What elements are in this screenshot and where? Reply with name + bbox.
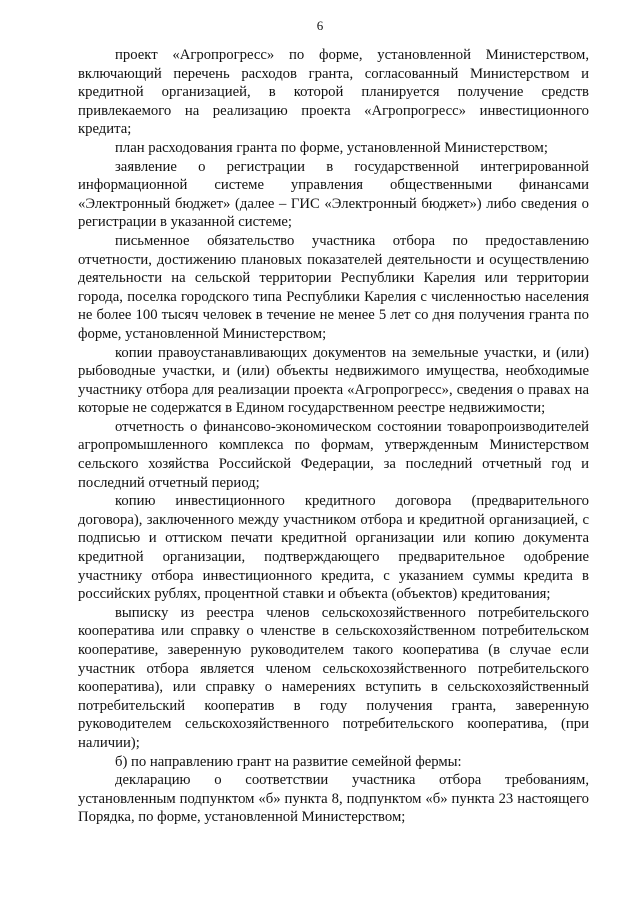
paragraph-project-agroprogress: проект «Агропрогресс» по форме, установленной Министерством, включающий перечень расходов гранта, согласованный Министерством и кредитной организацией, в которой планируется получение средств привлекаемого на реализацию проекта «Агропрогресс» инвестиционного кредита;	[78, 47, 589, 138]
document-body	[78, 46, 589, 827]
paragraph-registration-application: заявление о регистрации в государственной интегрированной информационной системе управления общественными финансами «Электронный бюджет» (далее – ГИС «Электронный бюджет») либо сведения о регистрации в указанной системе;	[78, 158, 589, 231]
paragraph-family-farm-heading: б) по направлению грант на развитие семейной фермы:	[115, 753, 462, 770]
paragraph-grant-spending-plan: план расходования гранта по форме, установленной Министерством;	[115, 139, 548, 156]
paragraph-compliance-declaration: декларацию о соответствии участника отбора требованиям, установленным подпунктом «б» пункта 8, подпунктом «б» пункта 23 настоящего Порядка, по форме, установленной Министерством;	[78, 772, 589, 826]
paragraph-credit-agreement-copy: копию инвестиционного кредитного договора (предварительного договора), заключенного между участником отбора и кредитной организацией, с подписью и оттиском печати кредитной организации или копию документа кредитной организации, подтверждающего предварительное одобрение участнику отбора инвестиционного кредита, с указанием суммы кредита в российских рублях, процентной ставки и объекта (объектов) кредитования;	[78, 493, 589, 603]
page-number: 6	[316, 18, 324, 33]
paragraph-financial-reporting: отчетность о финансово-экономическом состоянии товаропроизводителей агропромышленного комплекса по формам, утвержденным Министерством сельского хозяйства Российской Федерации, за последний отчетный год и последний отчетный период;	[78, 418, 589, 491]
paragraph-cooperative-extract: выписку из реестра членов сельскохозяйственного потребительского кооператива или справку о членстве в сельскохозяйственном потребительском кооперативе, заверенную руководителем такого кооператива (в случае если участник отбора является членом сельскохозяйственного потребительского кооператива), или справку о намерениях вступить в сельскохозяйственный потребительский кооператив в году получения гранта, заверенную руководителем сельскохозяйственного потребительского кооператива, (при наличии);	[78, 604, 589, 751]
paragraph-title-documents: копии правоустанавливающих документов на земельные участки, и (или) рыбоводные участки, и (или) объекты недвижимого имущества, необходимые участнику отбора для реализации проекта «Агропрогресс», сведения о правах на которые не содержатся в Едином государственном реестре недвижимости;	[78, 344, 589, 417]
paragraph-written-obligation: письменное обязательство участника отбора по предоставлению отчетности, достижению плановых показателей деятельности и осуществлению деятельности на сельской территории Республики Карелия или территории города, поселка городского типа Республики Карелия с численностью населения не более 100 тысяч человек в течение не менее 5 лет со дня получения гранта по форме, установленной Министерством;	[78, 232, 589, 342]
